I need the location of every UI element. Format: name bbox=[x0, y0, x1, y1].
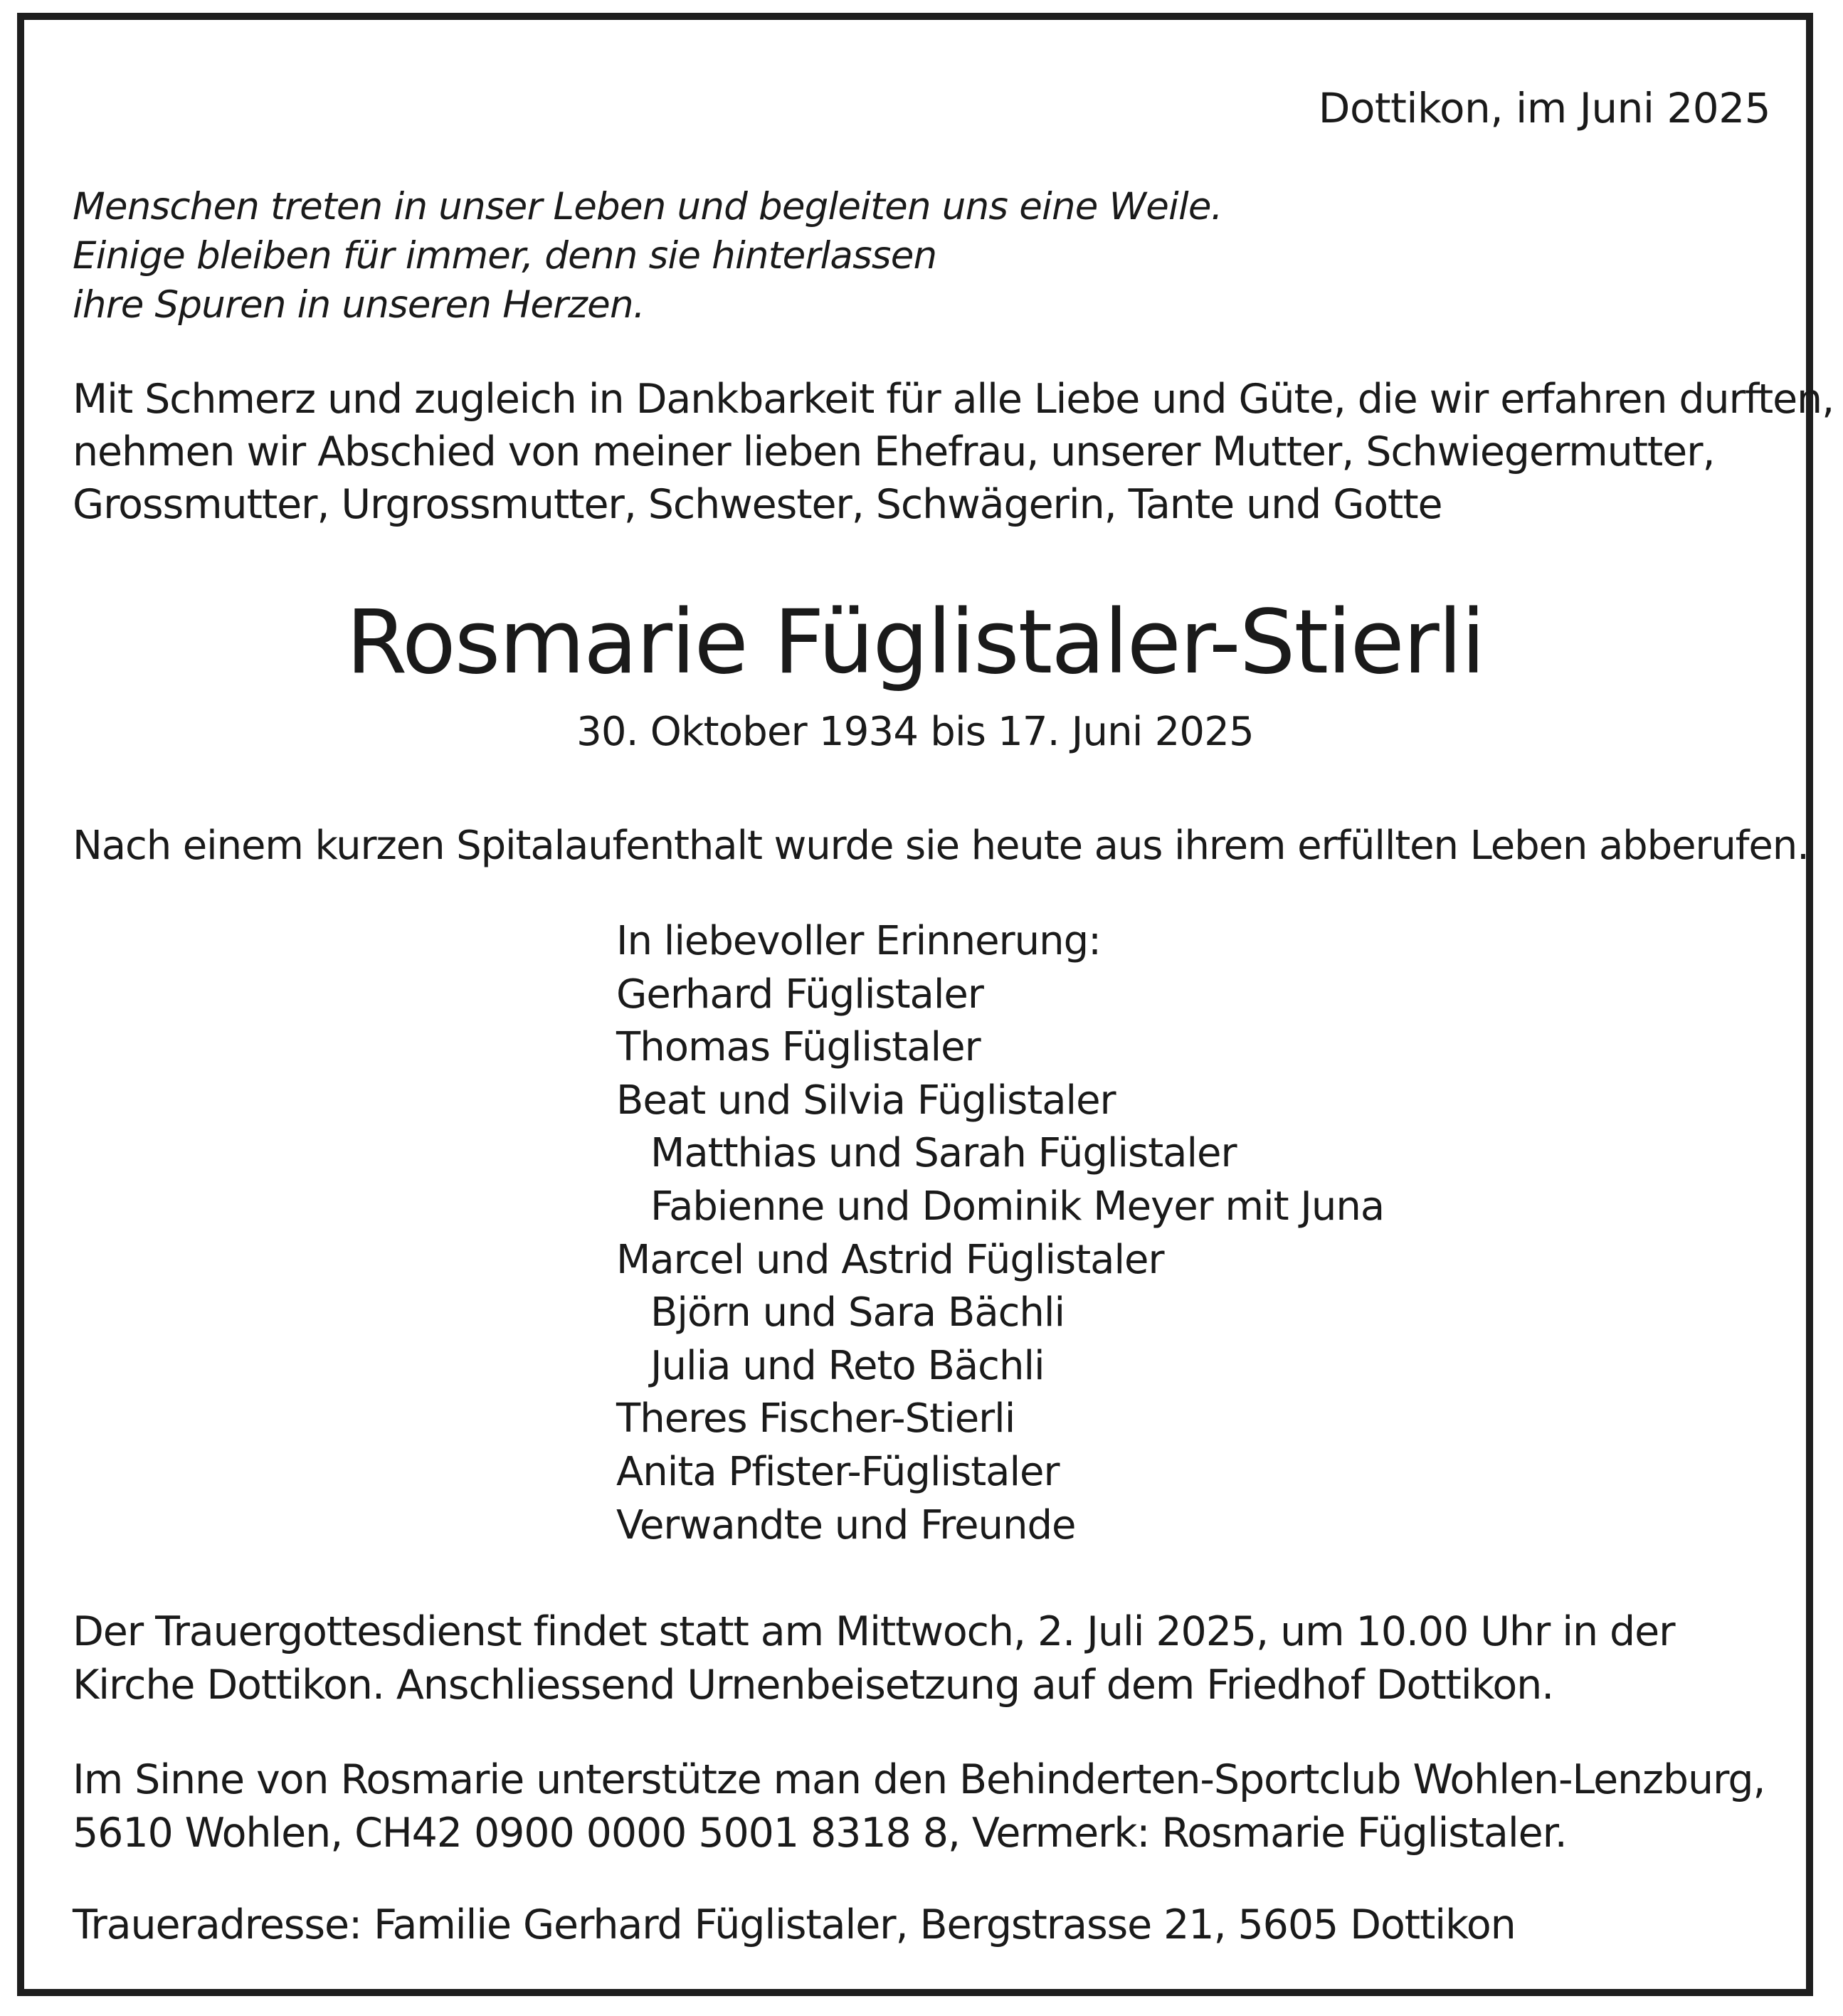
life-dates: 30. Oktober 1934 bis 17. Juni 2025 bbox=[576, 709, 1254, 755]
mourner-name: Matthias und Sarah Füglistaler bbox=[650, 1130, 1237, 1177]
mourning-address: Traueradresse: Familie Gerhard Füglistaler, Bergstrasse 21, 5605 Dottikon bbox=[73, 1901, 1516, 1948]
mourner-name: Björn und Sara Bächli bbox=[650, 1289, 1065, 1336]
motto-line: Einige bleiben für immer, denn sie hinterlassen bbox=[73, 234, 937, 278]
intro-line: Grossmutter, Urgrossmutter, Schwester, Schwägerin, Tante und Gotte bbox=[73, 481, 1442, 528]
intro-paragraph bbox=[73, 373, 1834, 531]
mourner-name: Anita Pfister-Füglistaler bbox=[616, 1448, 1060, 1495]
obituary-frame bbox=[17, 13, 1834, 1996]
service-line: Kirche Dottikon. Anschliessend Urnenbeisetzung auf dem Friedhof Dottikon. bbox=[73, 1662, 1554, 1709]
mourner-name: Beat und Silvia Füglistaler bbox=[616, 1077, 1116, 1124]
mourner-name: Marcel und Astrid Füglistaler bbox=[616, 1236, 1164, 1283]
mourner-name: Verwandte und Freunde bbox=[616, 1502, 1076, 1548]
place-date: Dottikon, im Juni 2025 bbox=[1318, 84, 1770, 132]
donation-line: 5610 Wohlen, CH42 0900 0000 5001 8318 8, Vermerk: Rosmarie Füglistaler. bbox=[73, 1810, 1567, 1857]
deceased-name: Rosmarie Füglistaler-Stierli bbox=[346, 591, 1484, 694]
motto-verse bbox=[73, 182, 1222, 329]
intro-line: nehmen wir Abschied von meiner lieben Ehefrau, unserer Mutter, Schwiegermutter, bbox=[73, 428, 1715, 475]
motto-line: ihre Spuren in unseren Herzen. bbox=[73, 283, 645, 327]
mourner-name: Fabienne und Dominik Meyer mit Juna bbox=[650, 1183, 1385, 1230]
mourners-list bbox=[616, 915, 1384, 1552]
motto-line: Menschen treten in unser Leben und begleiten uns eine Weile. bbox=[73, 185, 1222, 228]
passing-text: Nach einem kurzen Spitalaufenthalt wurde sie heute aus ihrem erfüllten Leben abberufen. bbox=[73, 823, 1809, 869]
service-line: Der Trauergottesdienst findet statt am Mittwoch, 2. Juli 2025, um 10.00 Uhr in der bbox=[73, 1608, 1675, 1655]
mourner-name: Gerhard Füglistaler bbox=[616, 971, 983, 1018]
mourner-name: Julia und Reto Bächli bbox=[650, 1342, 1045, 1389]
donation-line: Im Sinne von Rosmarie unterstütze man den Behinderten-Sportclub Wohlen-Lenzburg, bbox=[73, 1756, 1765, 1803]
mourner-name: Thomas Füglistaler bbox=[616, 1024, 981, 1071]
donation-info bbox=[73, 1753, 1765, 1860]
mourners-heading: In liebevoller Erinnerung: bbox=[616, 918, 1101, 964]
intro-line: Mit Schmerz und zugleich in Dankbarkeit für alle Liebe und Güte, die wir erfahren durften, bbox=[73, 376, 1834, 423]
mourner-name: Theres Fischer-Stierli bbox=[616, 1395, 1015, 1442]
service-info bbox=[73, 1605, 1674, 1712]
